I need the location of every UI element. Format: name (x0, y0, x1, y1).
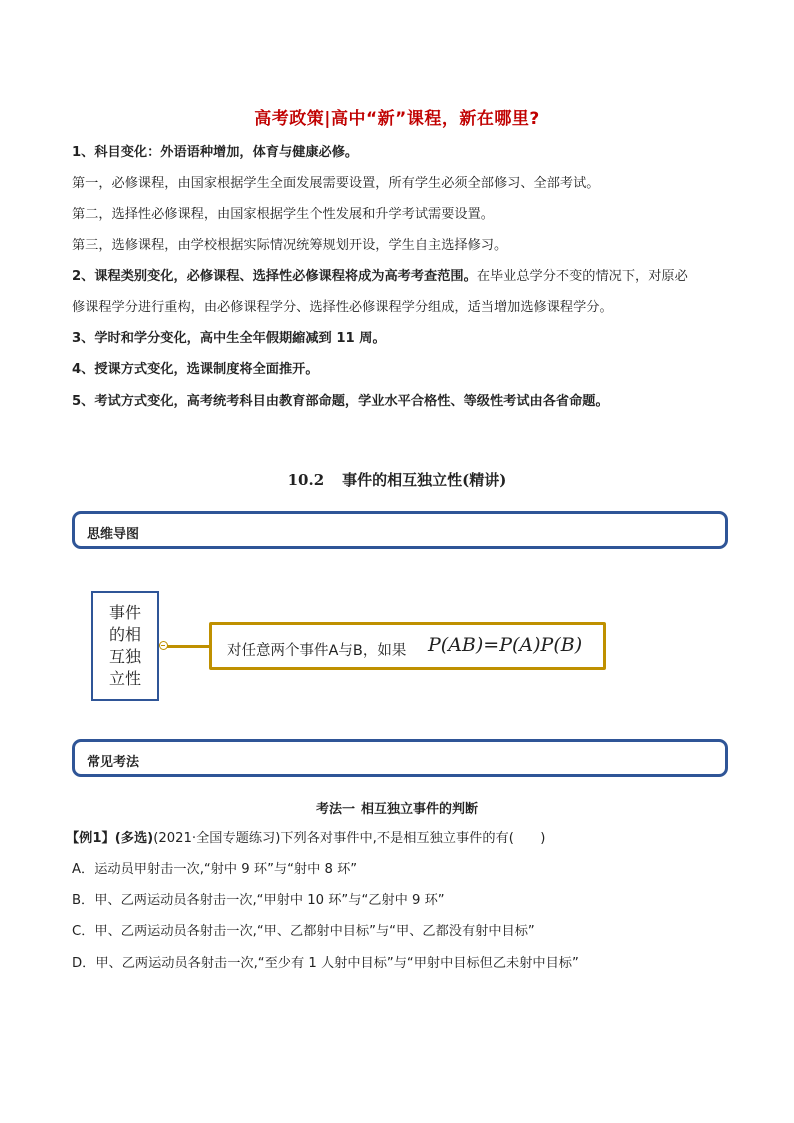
policy-item-2-bold: 2、课程类别变化，必修课程、选择性必修课程将成为高考考查范围。 (72, 269, 477, 284)
option-c: C．甲、乙两运动员各射击一次,“甲、乙都射中目标”与“甲、乙都没有射中目标” (72, 924, 535, 939)
policy-item-3: 3、学时和学分变化，高中生全年假期縮减到 11 周。 (72, 331, 386, 346)
policy-paragraph-1: 第一，必修课程，由国家根据学生全面发展需要设置，所有学生必须全部修习、全部考试。 (72, 176, 600, 191)
example-type: (多选) (114, 831, 154, 846)
policy-item-2-continued: 修课程学分进行重构，由必修课程学分、选择性必修课程学分组成，适当增加选修课程学分。 (72, 300, 613, 315)
example-question-text: 下列各对事件中,不是相互独立事件的有( ) (280, 831, 546, 846)
mindmap-leaf-text: 对任意两个事件A与B，如果 (227, 643, 407, 659)
policy-title: 高考政策|高中“新”课程，新在哪里? (254, 109, 540, 129)
mindmap-banner-label: 思维导图 (87, 527, 140, 542)
independence-formula: P(AB)=P(A)P(B) (428, 634, 583, 656)
policy-paragraph-2: 第二，选择性必修课程，由国家根据学生个性发展和升学考试需要设置。 (72, 207, 494, 222)
option-b: B．甲、乙两运动员各射击一次,“甲射中 10 环”与“乙射中 9 环” (72, 893, 445, 908)
mindmap-root-node (91, 591, 159, 701)
example-tag: 【例1】 (66, 831, 115, 846)
example-1-question (66, 829, 545, 849)
section-title-text: 事件的相互独立性(精讲) (342, 471, 507, 489)
policy-item-4: 4、授课方式变化，选课制度将全面推开。 (72, 362, 319, 377)
policy-item-1: 1、科目变化：外语语种增加，体育与健康必修。 (72, 145, 359, 160)
methods-banner-label: 常见考法 (87, 755, 140, 770)
method-1-label: 考法一 (315, 802, 355, 817)
example-source: (2021·全国专题练习) (153, 831, 281, 846)
policy-paragraph-3: 第三，选修课程，由学校根据实际情况统筹规划开设，学生自主选择修习。 (72, 238, 508, 253)
section-title (0, 469, 794, 490)
policy-item-2 (72, 267, 688, 287)
methods-banner (72, 739, 728, 777)
method-1-heading (0, 798, 794, 817)
mindmap-leaf-node (209, 622, 606, 670)
mindmap-collapse-toggle[interactable] (159, 641, 168, 650)
policy-item-2-rest: 在毕业总学分不变的情况下，对原必 (476, 269, 688, 284)
section-number: 10.2 (287, 471, 325, 489)
option-a: A．运动员甲射击一次,“射中 9 环”与“射中 8 环” (72, 862, 358, 877)
mindmap-root-label: 事件的相互独立性 (108, 603, 141, 688)
option-d: D．甲、乙两运动员各射击一次,“至少有 1 人射中目标”与“甲射中目标但乙未射中目标” (72, 956, 579, 971)
mindmap-banner (72, 511, 728, 549)
policy-item-5: 5、考试方式变化，高考统考科目由教育部命题，学业水平合格性、等级性考试由各省命题。 (72, 394, 609, 409)
method-1-title: 相互独立事件的判断 (361, 802, 479, 817)
